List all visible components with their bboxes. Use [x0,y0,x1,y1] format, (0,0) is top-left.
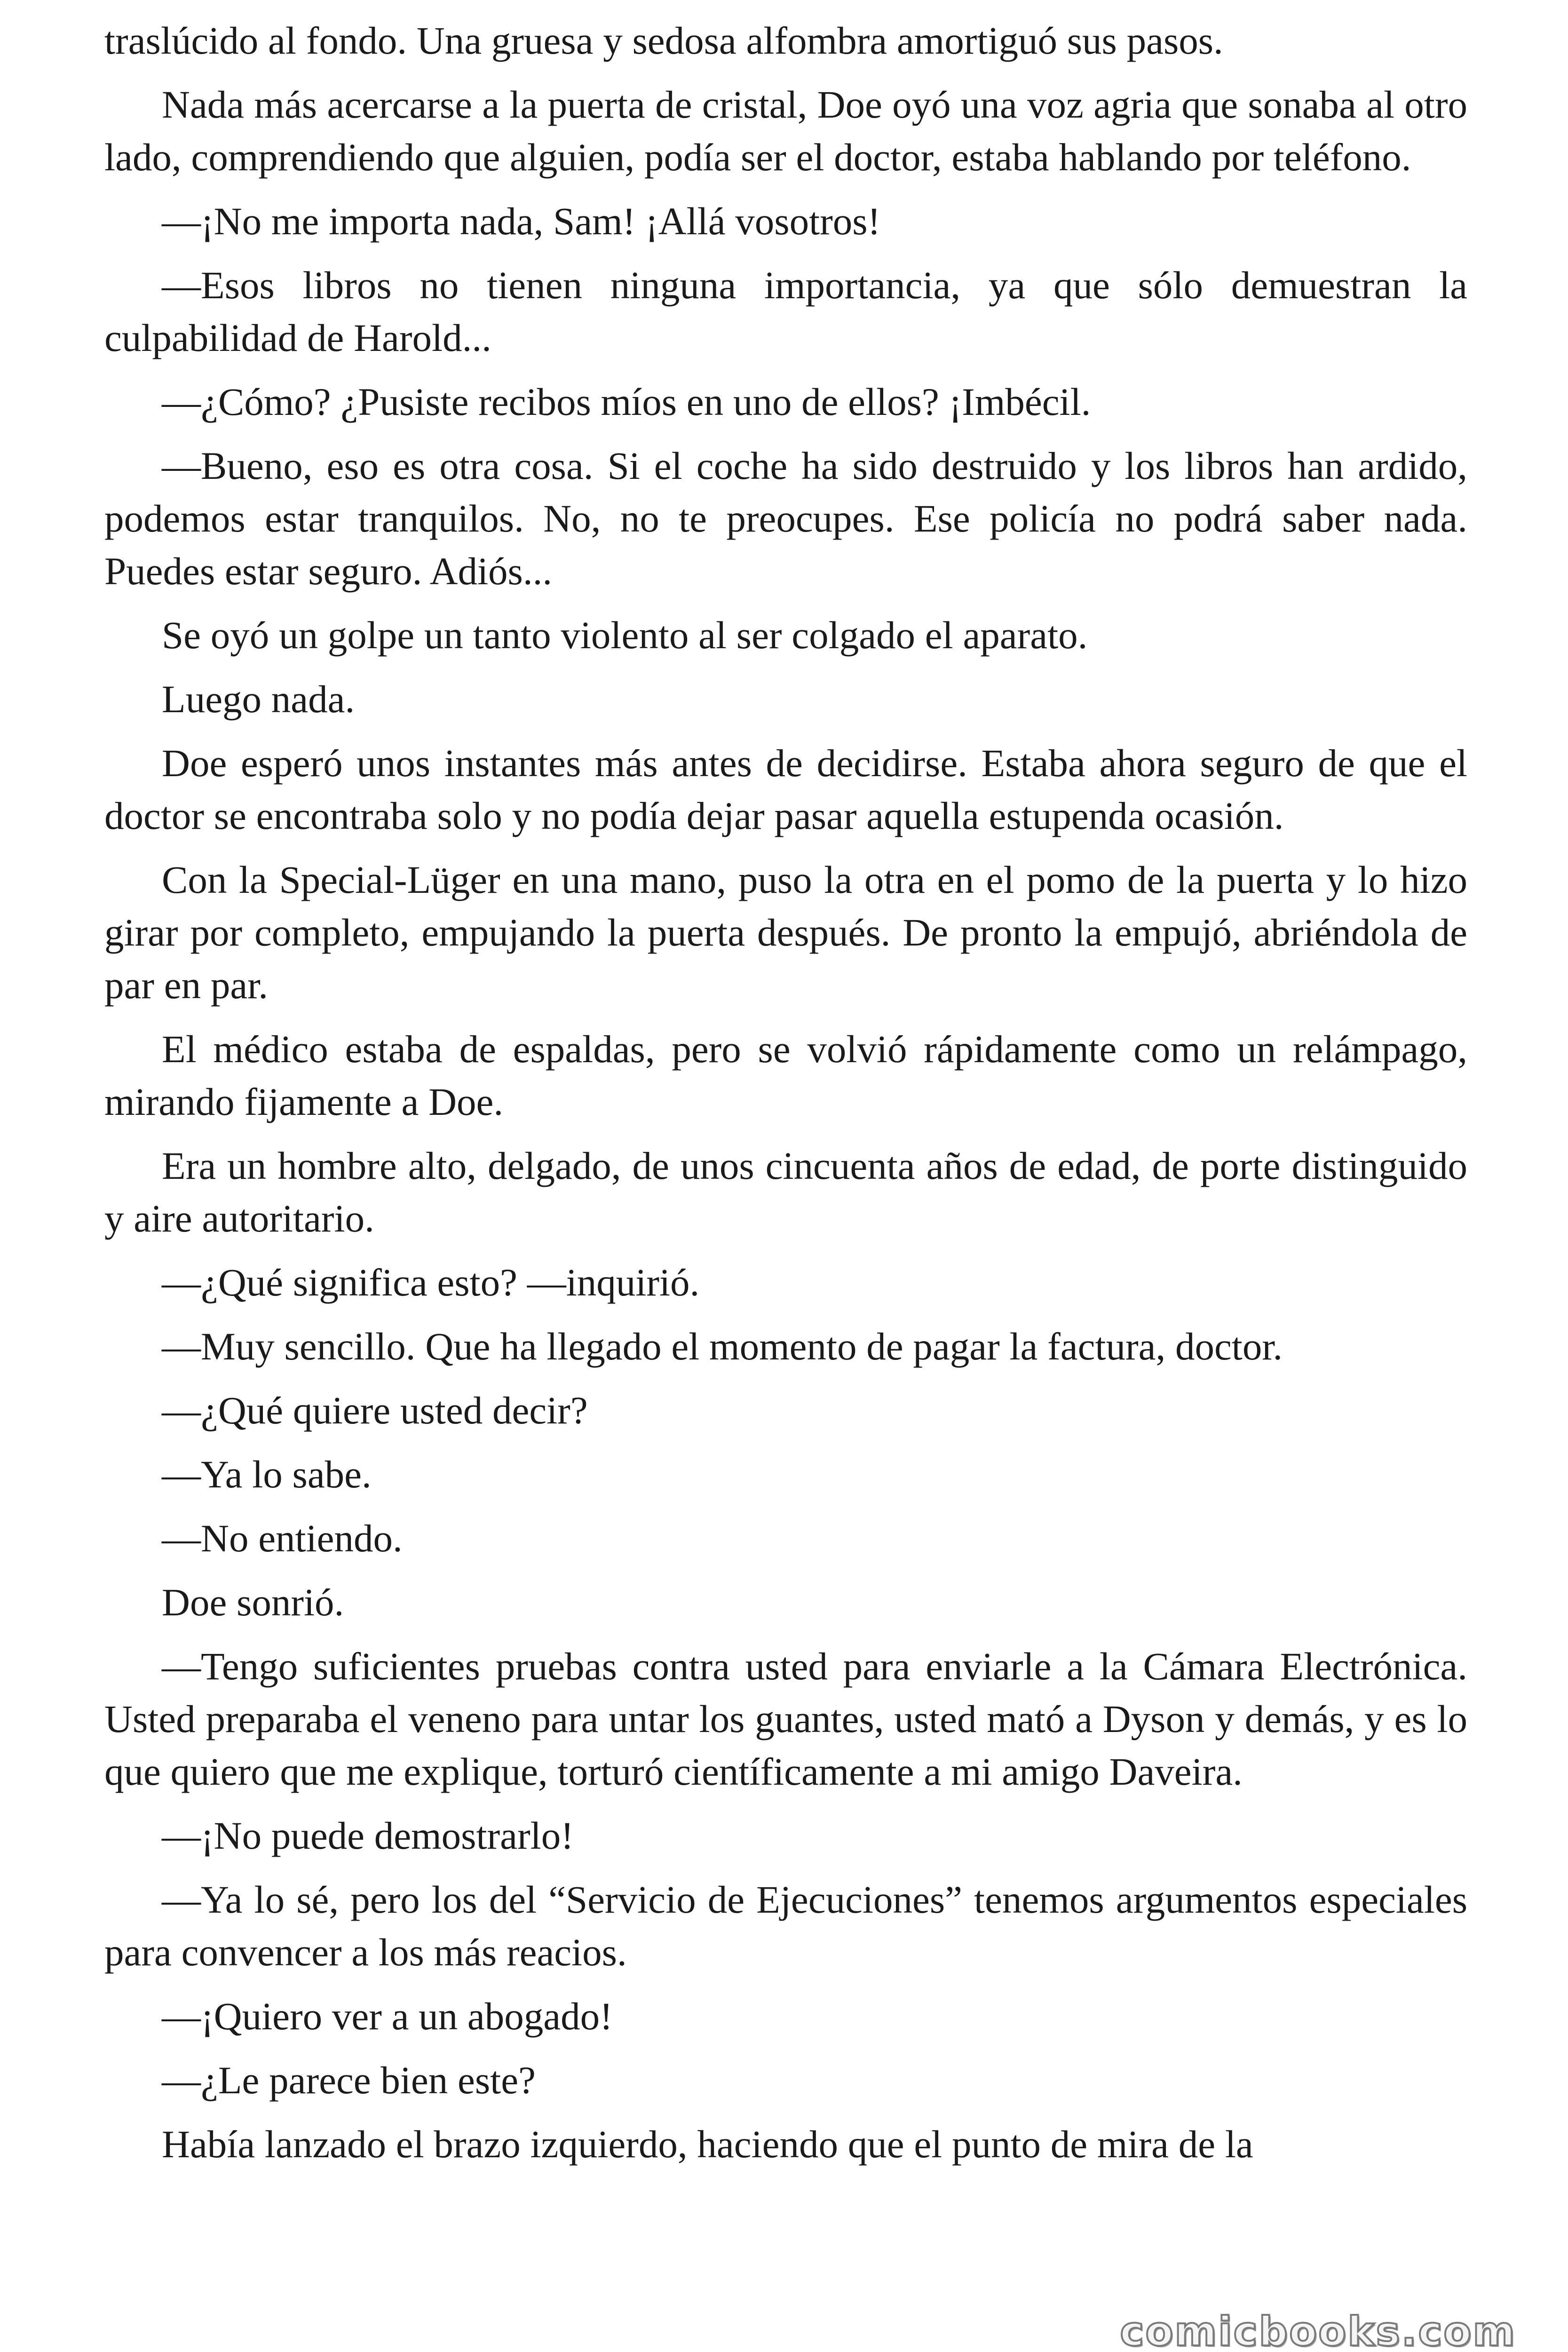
paragraph: —¿Qué quiere usted decir? [162,1389,588,1432]
paragraph: Se oyó un golpe un tanto violento al ser colgado el aparato. [162,613,1088,657]
paragraph: —¡No me importa nada, Sam! ¡Allá vosotros! [162,199,881,243]
paragraph: Había lanzado el brazo izquierdo, haciendo que el punto de mira de la [162,2122,1253,2166]
paragraph: Luego nada. [162,677,355,721]
watermark-logo: comicbooks.com [1120,2308,1516,2352]
paragraph: El médico estaba de espaldas, pero se volvió rápidamente como un relámpago, mirando fijamente a Doe. [104,1027,1467,1123]
paragraph: Doe esperó unos instantes más antes de decidirse. Estaba ahora seguro de que el doctor se encontraba solo y no podía dejar pasar aquella estupenda ocasión. [104,741,1467,837]
paragraph: —Muy sencillo. Que ha llegado el momento de pagar la factura, doctor. [162,1325,1283,1368]
paragraph: Nada más acercarse a la puerta de cristal, Doe oyó una voz agria que sonaba al otro lado, comprendiendo que alguien, podía ser el doctor, estaba hablando por teléfono. [104,83,1467,179]
paragraph: traslúcido al fondo. Una gruesa y sedosa alfombra amortiguó sus pasos. [104,19,1223,62]
paragraph: Era un hombre alto, delgado, de unos cincuenta años de edad, de porte distinguido y aire autoritario. [104,1144,1467,1240]
paragraph: Doe sonrió. [162,1581,344,1624]
paragraph: —¿Qué significa esto? —inquirió. [162,1261,700,1304]
paragraph: —Tengo suficientes pruebas contra usted para enviarle a la Cámara Electrónica. Usted preparaba el veneno para untar los guantes, usted mató a Dyson y demás, y es lo que quiero que me explique, torturó científicamente a mi amigo Daveira. [104,1645,1467,1793]
paragraph: —¡No puede demostrarlo! [162,1814,574,1857]
paragraph: —Ya lo sé, pero los del “Servicio de Ejecuciones” tenemos argumentos especiales para convencer a los más reacios. [104,1878,1467,1974]
paragraph: —Ya lo sabe. [162,1453,372,1496]
paragraph: —Bueno, eso es otra cosa. Si el coche ha sido destruido y los libros han ardido, podemos estar tranquilos. No, no te preocupes. Ese policía no podrá saber nada. Puedes estar seguro. Adiós... [104,444,1467,593]
book-page [104,14,1467,2338]
paragraph: —¿Cómo? ¿Pusiste recibos míos en uno de ellos? ¡Imbécil. [162,380,1091,423]
paragraph: —¡Quiero ver a un abogado! [162,1994,613,2038]
paragraph: —¿Le parece bien este? [162,2058,536,2102]
paragraph: —No entiendo. [162,1517,403,1560]
paragraph: Con la Special-Lüger en una mano, puso la otra en el pomo de la puerta y lo hizo girar por completo, empujando la puerta después. De pronto la empujó, abriéndola de par en par. [104,858,1467,1007]
paragraph: —Esos libros no tienen ninguna importancia, ya que sólo demuestran la culpabilidad de Harold... [104,263,1467,359]
